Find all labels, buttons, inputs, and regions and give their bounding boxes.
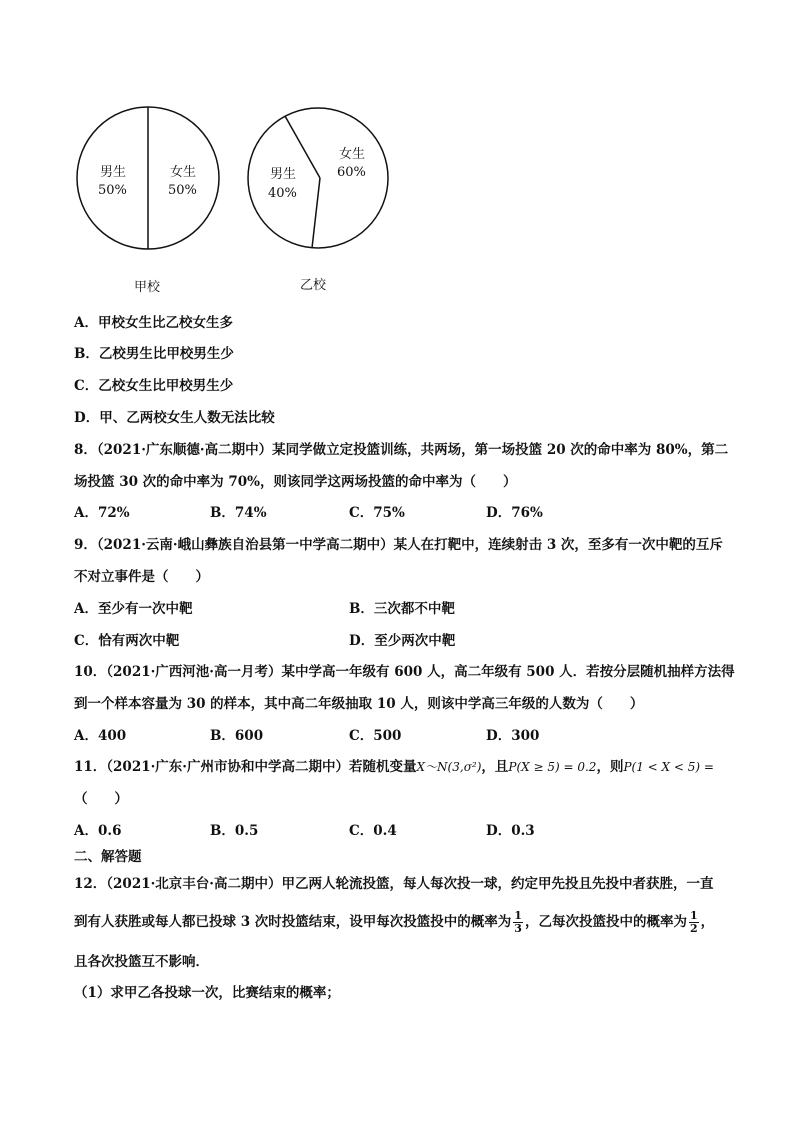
q8-option-b: B．74% (210, 505, 267, 521)
pie-b-male-pct: 40% (268, 186, 297, 201)
q12-stem-line1: 12．（2021·北京丰台·高二期中）甲乙两人轮流投篮，每人每次投一球，约定甲先投且先投中者获胜，一直 (74, 876, 714, 892)
pie-a-female-label: 女生 (170, 165, 197, 180)
pie-a-male-label: 男生 (100, 165, 127, 180)
q12-fraction-b (689, 910, 699, 935)
q12-fraction-a-den: 3 (514, 922, 522, 935)
q10-option-a: A．400 (74, 728, 127, 744)
q8-option-c: C．75% (349, 505, 405, 521)
pie-b-male-label: 男生 (270, 167, 297, 182)
q9-stem-line1: 9．（2021·云南·峨山彝族自治县第一中学高二期中）某人在打靶中，连续射击 3 次，至多有一次中靶的互斥 (74, 537, 723, 553)
q10-stem-line1: 10．（2021·广西河池·高一月考）某中学高一年级有 600 人，高二年级有 500 人．若按分层随机抽样方法得 (74, 664, 735, 680)
q8-stem-line2: 场投篮 30 次的命中率为 70%，则该同学这两场投篮的命中率为（ ） (74, 474, 517, 490)
q12-stem-line3: 且各次投篮互不影响． (74, 954, 209, 970)
q11-prefix: 11．（2021·广东·广州市协和中学高二期中）若随机变量 (74, 759, 417, 775)
q10-option-d: D．300 (486, 728, 540, 744)
q7-option-b: B．乙校男生比甲校男生少 (74, 346, 234, 362)
q9-option-d: D．至少两次中靶 (349, 633, 456, 649)
caption-school-a: 甲校 (134, 280, 161, 295)
q11-distribution: X～N(3,σ²) (416, 760, 482, 774)
q12-line2-part-a: 到有人获胜或每人都已投球 3 次时投篮结束，设甲每次投篮投中的概率为 (74, 914, 512, 930)
q9-option-b: B．三次都不中靶 (349, 601, 455, 617)
pie-b-female-label: 女生 (339, 147, 366, 162)
q12-fraction-b-num: 1 (689, 909, 698, 922)
pie-b-outline (248, 108, 388, 248)
q11-condition: P(X ≥ 5) = 0.2 (508, 760, 597, 774)
q10-option-c: C．500 (349, 728, 402, 744)
q11-target: P(1 < X < 5) = (623, 760, 714, 774)
q9-stem-line2: 不对立事件是（ ） (74, 569, 209, 585)
q11-option-a: A．0.6 (74, 823, 122, 839)
q11-stem-line2: （ ） (74, 791, 128, 807)
q12-fraction-a-num: 1 (514, 909, 522, 922)
pie-a-female-pct: 50% (168, 183, 197, 198)
q11-stem-line1 (74, 758, 714, 776)
pie-chart-figure (0, 0, 794, 300)
q11-option-c: C．0.4 (349, 823, 397, 839)
pie-b-divider-bottom (312, 178, 320, 248)
q12-subquestion-1: （1）求甲乙各投球一次，比赛结束的概率； (74, 985, 340, 1001)
q8-option-a: A．72% (74, 505, 130, 521)
q8-stem-line1: 8．（2021·广东顺德·高二期中）某同学做立定投篮训练，共两场，第一场投篮 20 次的命中率为 80%，第二 (74, 442, 729, 458)
q12-stem-line2 (74, 910, 714, 935)
q7-option-d: D．甲、乙两校女生人数无法比较 (74, 410, 275, 426)
q9-option-a: A．至少有一次中靶 (74, 601, 193, 617)
q11-option-d: D．0.3 (486, 823, 535, 839)
caption-school-b: 乙校 (300, 278, 327, 293)
q7-option-a: A．甲校女生比乙校女生多 (74, 315, 233, 331)
pie-school-b (248, 108, 388, 248)
q11-option-b: B．0.5 (210, 823, 259, 839)
pie-a-male-pct: 50% (98, 183, 127, 198)
pie-b-female-pct: 60% (337, 165, 366, 180)
q7-option-c: C．乙校女生比甲校男生少 (74, 378, 234, 394)
q12-fraction-a (513, 910, 523, 935)
q12-line2-part-b: ，乙每次投篮投中的概率为 (524, 914, 687, 930)
pie-school-a (77, 107, 219, 249)
section-heading: 二、解答题 (74, 849, 142, 865)
q10-stem-line2: 到一个样本容量为 30 的样本，其中高二年级抽取 10 人，则该中学高三年级的人数为（ ） (74, 696, 644, 712)
q11-mid: ，且 (481, 759, 509, 775)
q10-option-b: B．600 (210, 728, 264, 744)
q9-option-c: C．恰有两次中靶 (74, 633, 180, 649)
q12-fraction-b-den: 2 (689, 922, 698, 935)
q11-mid2: ，则 (596, 759, 624, 775)
q12-line2-part-c: ， (700, 914, 715, 930)
q8-option-d: D．76% (486, 505, 543, 521)
